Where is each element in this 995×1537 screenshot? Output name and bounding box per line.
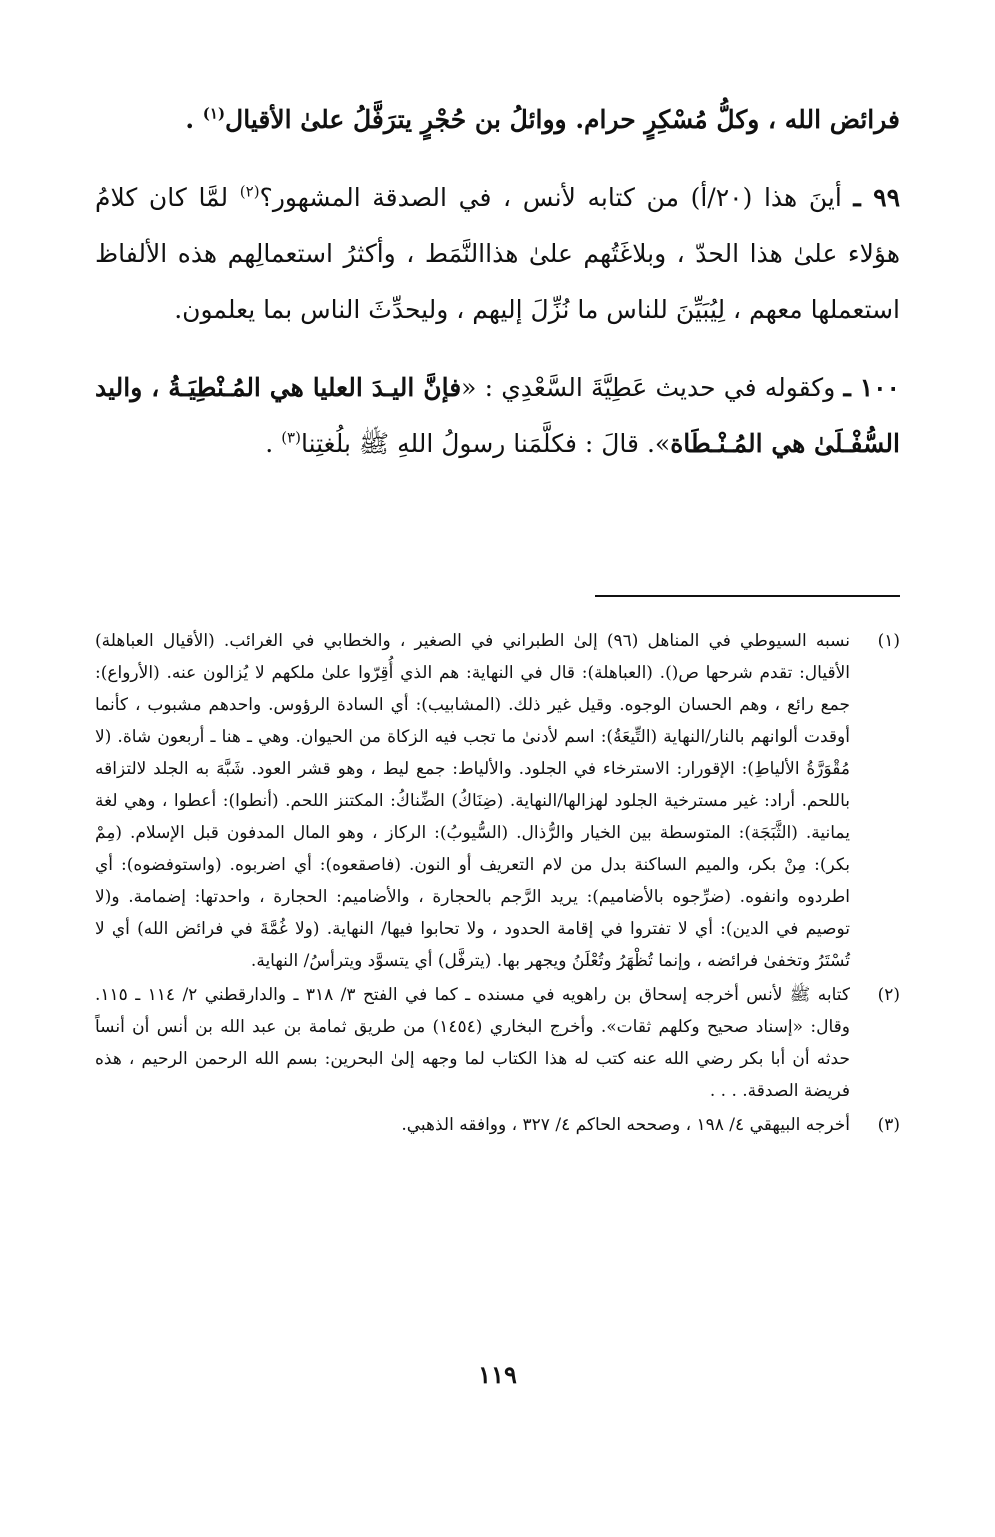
footnotes [95, 625, 900, 1143]
paragraph-1-text: فرائض الله ، وكلُّ مُسْكِرٍ حرام. ووائلُ بن حُجْرٍ يترَفَّلُ علىٰ الأقيال [225, 105, 900, 134]
footnote-2 [95, 979, 900, 1107]
footnote-marker: (٢) [877, 985, 900, 1005]
footnote-text: نسبه السيوطي في المناهل (٩٦) إلىٰ الطبراني في الصغير ، والخطابي في الغرائب. (الأقيال العباهلة) الأقيال: تقدم شرحها ص(). (العباهلة): قال في النهاية: هم الذي أُقِرّوا علىٰ ملكهم لا يُزالون عنه. (الأرواع): جمع رائع ، وهم الحسان الوجوه. وقيل غير ذلك. (المشابيب): أي السادة الرؤوس. واحدهم مشبوب ، كأنما أوقدت ألوانهم بالنار/النهاية (التِّيعَةُ): اسم لأدنىٰ ما تجب فيه الزكاة من الحيوان. وهي ـ هنا ـ أربعون شاة. (لا مُقْوَرَّةُ الألياطِ): الإقورار: الاسترخاء في الجلود. والألياط: جمع ليط ، وهو قشر العود. شَبَّهَ به الجلد لالتزاقه باللحم. أراد: غير مسترخية الجلود لهزالها/النهاية. (ضِنَاكُ) الضِّناكُ: المكتنز اللحم. (أنطوا): أعطوا ، وهي لغة يمانية. (الثَّبَجَة): المتوسطة بين الخيار والرُّذال. (السُّيوبُ): الركاز ، وهو المال المدفون قبل الإسلام. (مِمْ بكر): مِنْ بكر، والميم الساكنة بدل من لام التعريف أو النون. (فاصقعوه): أي اضربوه. (واستوفضوه): أي اطردوه وانفوه. (ضرِّجوه بالأضاميم): يريد الرَّجم بالحجارة ، والأضاميم: الحجارة ، واحدتها: إضمامة. و(لا توصيم في الدين): أي لا تفتروا في إقامة الحدود ، ولا تحابوا فيها/ النهاية. (ولا غُمَّةَ في فرائض الله) أي لا تُسْتَرُ وتخفىٰ فرائضه ، وإنما تُظْهَرُ وتُعْلَنُ ويجهر بها. (يترفَّل) أي يتسوَّد ويترأسُ/ النهاية. [95, 631, 851, 971]
paragraph-99-text-a: أينَ هذا (٢٠/أ) من كتابه لأنس ، في الصدقة المشهور؟ [259, 183, 854, 212]
paragraph-1-end: . [185, 105, 203, 134]
footnote-ref-2: (٢) [239, 182, 260, 201]
footnote-text: كتابه ﷺ لأنس أخرجه إسحاق بن راهويه في مسنده ـ كما في الفتح ٣/ ٣١٨ ـ والدارقطني ٢/ ١١٤ ـ ١١٥. وقال: «إسناد صحيح وكلهم ثقات». وأخرج البخاري (١٤٥٤) من طريق ثمامة بن عبد الله بن أنس أن أنساً حدثه أن أبا بكر رضي الله عنه كتب له هذا الكتاب لما وجهه إلىٰ البحرين: بسم الله الرحمن الرحيم ، هذه فريضة الصدقة. . . . [95, 985, 850, 1101]
footnote-marker: (١) [877, 631, 900, 651]
paragraph-100-text-a: وكقوله في حديث عَطِيَّةَ السَّعْدِي : « [461, 373, 844, 402]
paragraph-number-100: ١٠٠ ـ [843, 373, 900, 402]
footnote-ref-3: (٣) [281, 428, 301, 447]
paragraph-99-text-b: لمَّا كان كلامُ هؤلاء علىٰ هذا الحدّ ، وبلاغَتُهم علىٰ هذاالنَّمَط ، وأكثرُ استعمالِهم هذه الألفاظ استعملها معهم ، لِيُبَيِّنَ للناس ما نُزِّلَ إليهم ، وليحدِّثَ الناس بما يعلمون. [95, 183, 900, 324]
footnote-1 [95, 625, 900, 977]
paragraph-100-text-b: ». قالَ : فكلَّمَنا رسولُ اللهِ ﷺ بلُغتِنا [300, 429, 671, 458]
paragraph-99 [95, 170, 900, 338]
footnote-divider [595, 595, 900, 597]
page-number: ١١٩ [478, 1360, 517, 1389]
hadith-quote: فإنَّ اليـدَ العليا هي المُـنْطِيَـةُ ، واليد السُّفْـلَىٰ هي المُـنْـطَاة [95, 373, 900, 458]
footnote-3 [95, 1109, 900, 1141]
main-text [95, 92, 900, 494]
paragraph-100-end: . [265, 429, 282, 458]
footnote-marker: (٣) [877, 1115, 900, 1135]
paragraph-1 [95, 92, 900, 148]
footnote-ref-1: (١) [202, 104, 226, 123]
footnote-text: أخرجه البيهقي ٤/ ١٩٨ ، وصححه الحاكم ٤/ ٣٢٧ ، ووافقه الذهبي. [401, 1115, 850, 1135]
paragraph-100 [95, 360, 900, 472]
paragraph-number-99: ٩٩ ـ [853, 183, 900, 212]
